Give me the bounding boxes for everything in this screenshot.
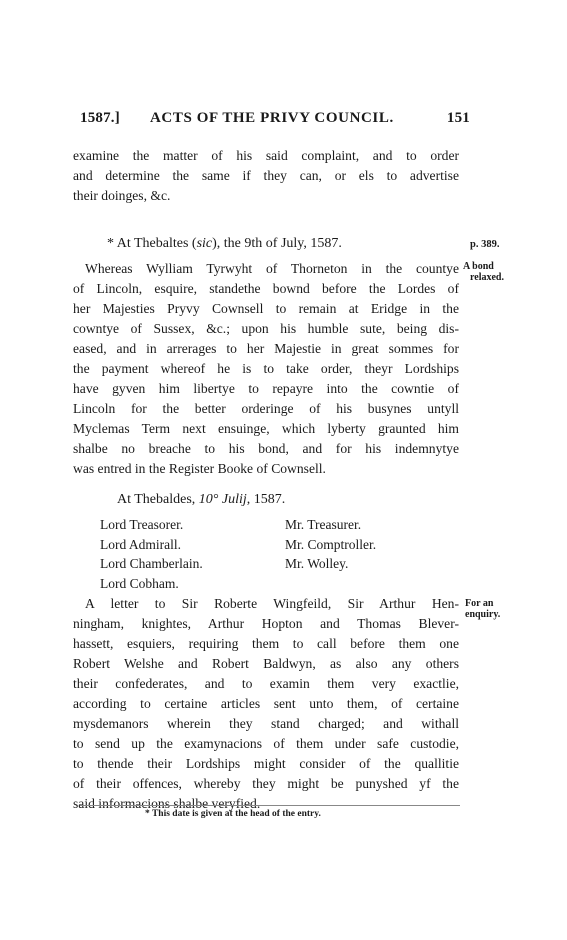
footnote: * This date is given at the head of the entry. bbox=[145, 809, 321, 819]
entry2-paragraph bbox=[73, 594, 459, 814]
margin-note-bond-1: A bond bbox=[463, 261, 494, 272]
margin-note-enquiry-2: enquiry. bbox=[465, 609, 501, 620]
text-line: A letter to Sir Roberte Wingfeild, Sir Arthur Hen- bbox=[85, 596, 459, 611]
running-head-title: ACTS OF THE PRIVY COUNCIL. bbox=[150, 110, 394, 126]
text-line: according to certaine articles sent unto them, of certaine bbox=[73, 696, 459, 711]
footnote-rule bbox=[80, 805, 460, 806]
page-number: 151 bbox=[446, 110, 470, 126]
attendee: Lord Chamberlain. bbox=[100, 556, 203, 571]
entry2-heading bbox=[117, 492, 285, 508]
text-line: ningham, knightes, Arthur Hopton and Thomas Blever- bbox=[73, 616, 459, 631]
text-line: eased, and in arrerages to her Majestie in great sommes for bbox=[73, 341, 459, 356]
entry1-heading bbox=[107, 236, 342, 252]
attendee: Mr. Treasurer. bbox=[285, 517, 362, 532]
margin-note-enquiry-1: For an bbox=[465, 598, 494, 609]
running-head-year: 1587.] bbox=[80, 110, 120, 126]
text-line: shalbe no breache to his bond, and for his indemnytye bbox=[73, 441, 459, 456]
entry1-heading-pre: * At Thebaltes ( bbox=[107, 236, 197, 251]
text-line: of Lincoln, esquire, standethe bownd before the Lordes of bbox=[73, 281, 459, 296]
entry1-heading-post: ), the 9th of July, 1587. bbox=[212, 236, 342, 251]
text-line: cowntye of Sussex, &c.; upon his humble sute, being dis- bbox=[73, 321, 459, 336]
entry2-heading-date: 10° Julij bbox=[198, 492, 247, 507]
text-line: mysdemanors wherein they stand charged; and withall bbox=[73, 716, 459, 731]
text-line: said informacions shalbe veryfied. bbox=[73, 796, 261, 811]
attendee: Lord Cobham. bbox=[100, 575, 179, 591]
text-line: Lincoln for the better orderinge of his busynes untyll bbox=[73, 401, 459, 416]
attendee: Mr. Wolley. bbox=[285, 556, 349, 571]
text-line: have gyven him libertye to repayre into the cowntie of bbox=[73, 381, 459, 396]
margin-note-bond-2: relaxed. bbox=[470, 272, 504, 283]
attendee: Lord Admirall. bbox=[100, 536, 181, 552]
text-line: was entred in the Register Booke of Cownsell. bbox=[73, 461, 326, 476]
entry1-paragraph bbox=[73, 259, 459, 479]
entry1-heading-sic: sic bbox=[196, 236, 213, 251]
attendance-left-column bbox=[100, 515, 203, 593]
text-line: and determine the same if they can, or els to advertise bbox=[73, 168, 459, 183]
text-line: Myclemas Term next ensuinge, which lyberty graunted him bbox=[73, 421, 459, 436]
text-line: examine the matter of his said complaint, and to order bbox=[73, 148, 459, 163]
attendee: Lord Treasorer. bbox=[100, 517, 184, 532]
text-line: their confederates, and to examin them very exactlie, bbox=[73, 676, 459, 691]
entry2-heading-pre: At Thebaldes, bbox=[117, 492, 199, 507]
text-line: to thende their Lordships might consider of the quallitie bbox=[73, 756, 459, 771]
margin-page-reference: p. 389. bbox=[470, 239, 500, 250]
text-line: hassett, esquiers, requiring them to call before them one bbox=[73, 636, 459, 651]
entry2-heading-post: , 1587. bbox=[246, 492, 286, 507]
text-line: of their offences, whereby they might be punyshed yf the bbox=[73, 776, 459, 791]
continuation-paragraph bbox=[73, 146, 459, 206]
text-line: Robert Welshe and Robert Baldwyn, as also any others bbox=[73, 656, 459, 671]
attendee: Mr. Comptroller. bbox=[285, 536, 377, 552]
text-line: to send up the examynacions of them under safe custodie, bbox=[73, 736, 459, 751]
text-line: the payment whereof he is to take order, theyr Lordships bbox=[73, 361, 459, 376]
text-line: their doinges, &c. bbox=[73, 188, 171, 203]
attendance-right-column bbox=[285, 515, 376, 574]
text-line: her Majesties Pryvy Cownsell to remain at Eridge in the bbox=[73, 301, 459, 316]
text-line: Whereas Wylliam Tyrwyht of Thorneton in the countye bbox=[85, 261, 459, 276]
